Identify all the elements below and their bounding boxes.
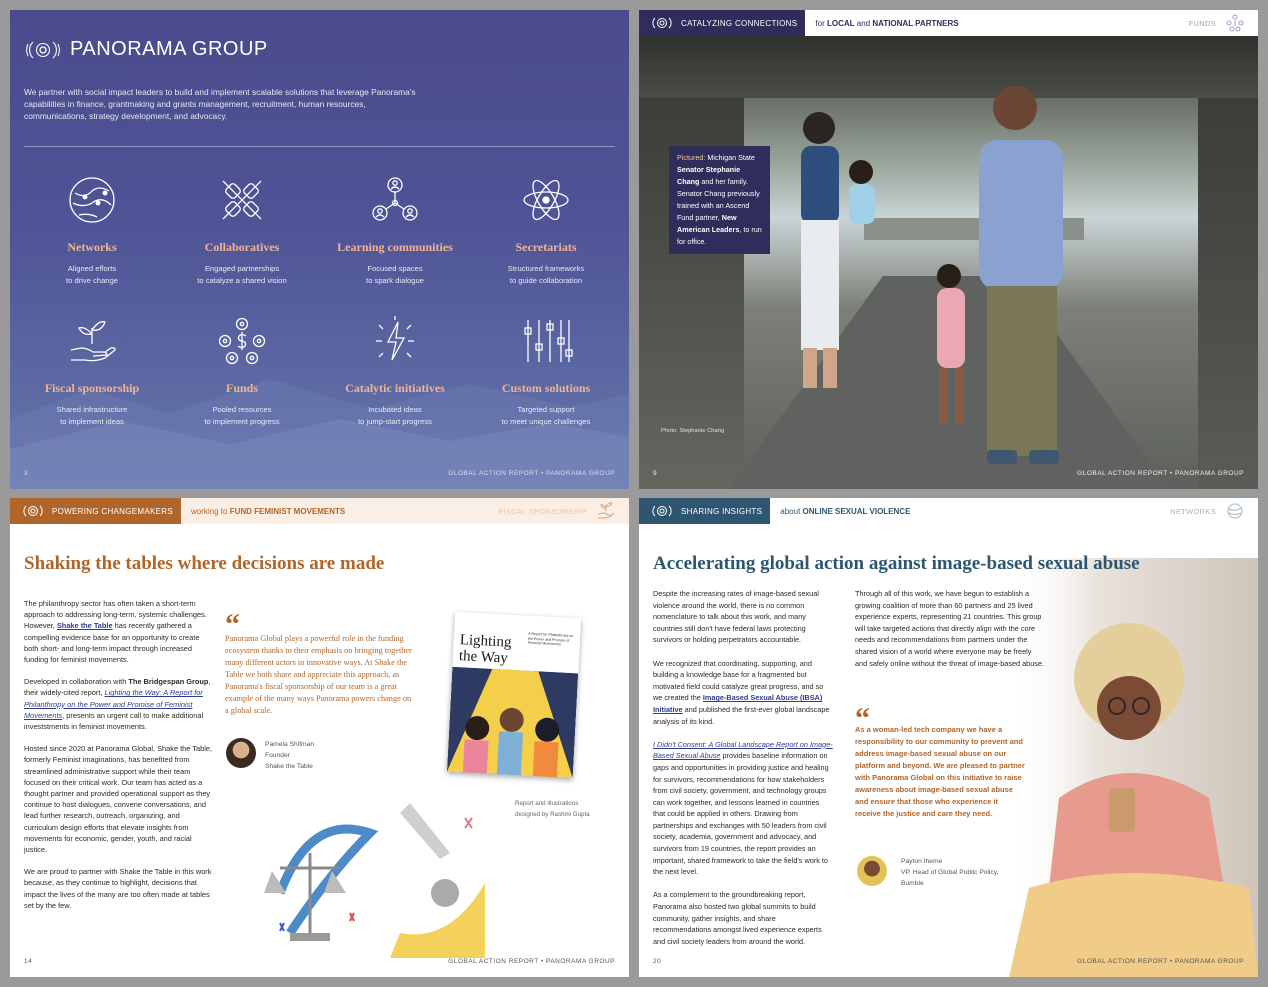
intro-text: We partner with social impact leaders to build and implement scalable solutions that leverage Panorama's capabilities in finance, grantmaking and grants management, recruitment, human resources, communications, strategy development, and advocacy. xyxy=(24,87,416,121)
caption-text: and her family. Senator Chang previously trained with an Ascend Fund partner, xyxy=(677,177,760,222)
tunnel-wall xyxy=(1198,98,1258,489)
caption-text: Michigan State xyxy=(705,153,755,162)
capability-desc: Structured frameworks to guide collaboration xyxy=(507,264,585,285)
cover-subtitle: A Report for Philanthropy on the Power and Promise of Feminist Movements xyxy=(527,631,574,647)
fiscal-sponsorship-page xyxy=(10,498,629,977)
report-caption xyxy=(515,798,590,820)
quote-name: Pamela Shifman xyxy=(265,741,315,748)
atom-icon xyxy=(519,173,573,227)
page-footer xyxy=(653,470,1244,477)
caption-bold: Senator Stephanie Chang xyxy=(677,165,741,186)
category-label: NETWORKS xyxy=(1170,506,1216,516)
footer-text: GLOBAL ACTION REPORT • PANORAMA GROUP xyxy=(1077,470,1244,477)
section-header xyxy=(639,498,1258,524)
page-number: 14 xyxy=(24,958,33,965)
paragraph xyxy=(653,658,833,728)
capability-collaboratives xyxy=(167,173,317,287)
brand-logo xyxy=(24,38,268,61)
body-text-column-2: Through all of this work, we have begun to establish a growing coalition of more than 60 partners and 25 lived experience experts, representing 21 countries. This group will take targeted actions that directly align with the core needs and recommendations from partners under the shared vision of a world where everyone may be freely and safely online without the threat of image-based abuse. xyxy=(855,589,1045,668)
caption-text: , to run for office. xyxy=(677,225,762,246)
quote-mark-icon: “ xyxy=(855,702,870,735)
sub-prefix: for xyxy=(815,18,825,28)
capability-custom-solutions xyxy=(471,314,621,428)
report-cover xyxy=(447,612,581,778)
landscape-report-link[interactable]: I Didn't Consent: A Global Landscape Report on Image-Based Sexual Abuse xyxy=(653,739,833,761)
capability-title: Networks xyxy=(67,240,117,254)
page-number: 20 xyxy=(653,958,662,965)
capability-title: Funds xyxy=(225,381,259,395)
quote-role: Founder xyxy=(265,752,290,759)
capability-desc: Pooled resources to implement progress xyxy=(204,405,280,426)
section-tag-label: SHARING INSIGHTS xyxy=(681,506,763,516)
sub-strong: FUND FEMINIST MOVEMENTS xyxy=(229,506,346,516)
text: has recently gathered a compelling evidence base for an opportunity to create both short- and long-term impact through increased funding for feminist movements. xyxy=(24,621,200,665)
panorama-logo-icon xyxy=(651,16,673,30)
capability-title: Secretariats xyxy=(515,240,577,254)
globe-icon xyxy=(1226,502,1244,520)
page-footer xyxy=(653,958,1244,965)
capability-title: Collaboratives xyxy=(204,240,280,254)
dollar-people-icon xyxy=(1226,14,1244,32)
photo-credit: Photo: Stephanie Chang xyxy=(661,428,725,434)
capability-funds xyxy=(167,314,317,428)
footer-text: GLOBAL ACTION REPORT • PANORAMA GROUP xyxy=(1077,958,1244,965)
capability-catalytic-initiatives xyxy=(320,314,470,428)
quote-org: Bumble xyxy=(901,880,924,887)
quote-org: Shake the Table xyxy=(265,763,313,770)
text: and published the first-ever global landscape analysis of its kind. xyxy=(653,704,830,726)
section-subtitle xyxy=(181,498,629,524)
section-header xyxy=(639,10,1258,36)
sub-prefix: about xyxy=(780,506,801,516)
section-header xyxy=(10,498,629,524)
sub-strong: LOCAL xyxy=(826,18,855,28)
photo-caption xyxy=(669,146,770,254)
capability-desc: Shared infrastructure to implement ideas xyxy=(56,405,128,426)
panorama-logo-icon xyxy=(24,39,62,61)
avatar xyxy=(226,738,256,768)
section-subtitle xyxy=(805,10,1258,36)
caption-bold: New American Leaders xyxy=(677,213,740,234)
ibsa-initiative-link[interactable]: Image-Based Sexual Abuse (IBSA) Initiative xyxy=(653,693,823,714)
dollar-people-icon xyxy=(215,314,269,368)
capability-desc: Incubated ideas to jump-start progress xyxy=(358,405,432,426)
funds-page xyxy=(639,10,1258,489)
footer-text: GLOBAL ACTION REPORT • PANORAMA GROUP xyxy=(448,958,615,965)
section-subtitle xyxy=(770,498,1258,524)
avatar xyxy=(857,856,887,886)
section-tag xyxy=(10,498,181,524)
brand-name: PANORAMA GROUP xyxy=(70,38,268,60)
capability-title: Catalytic initiatives xyxy=(345,381,445,395)
globe-icon xyxy=(65,173,119,227)
hand-plant-icon xyxy=(597,502,615,520)
paragraph: We are proud to partner with Shake the Table in this work because, as they continue to highlight, decisions that impact the lives of the many are too often made at tables set by the few. xyxy=(24,867,212,910)
capability-desc: Aligned efforts to drive change xyxy=(66,264,118,285)
paragraph xyxy=(24,676,214,732)
text: We recognized that coordinating, supporting, and building a knowledge base for a fragmented but motivated field could catalyze great progress, and so we created the xyxy=(653,658,824,703)
footer-text: GLOBAL ACTION REPORT • PANORAMA GROUP xyxy=(448,470,615,477)
sliders-icon xyxy=(519,314,573,368)
paragraph: Hosted since 2020 at Panorama Global, Shake the Table, formerly Feminist imaginations, has benefited from streamlined administrative support while their team focused on their critical work. Our team has acted as a thought partner and provided operational support as they continue to host dialogues, convene conversations, and lead further research, outreach, organizing, and curriculum design efforts that elevate insights from movements for economic, gender, youth, and racial justice. xyxy=(24,744,213,855)
body-text xyxy=(24,598,214,922)
family-photo xyxy=(639,36,1258,489)
text: provides baseline information on gaps and opportunities in providing justice and healing for survivors, recommendations for how stakeholders from civil society, government, and technology groups can work together, and lessons learned in countries that could be applied in others. Drawing from partnerships and exchanges with 50 leaders from civil society, academia, government and advocacy, and survivors from 19 countries, the report provides an important, shared framework to take the field's work to the next level. xyxy=(653,751,829,877)
section-tag-label: CATALYZING CONNECTIONS xyxy=(681,18,798,28)
capability-learning-communities xyxy=(320,173,470,287)
quote-name: Payton Iheme xyxy=(901,858,943,865)
divider xyxy=(24,146,615,147)
page-number: 9 xyxy=(653,470,658,477)
paragraph: Despite the increasing rates of image-based sexual violence around the world, there is no common nomenclature to talk about this work, and many countries still don't have federal laws protecting survivors or holding perpetrators accountable. xyxy=(653,589,819,645)
paragraph: As a complement to the groundbreaking report, Panorama also hosted two global summits to build community, gather insights, and share recommendations amongst lived experience experts and civil society leaders from around the world. xyxy=(653,890,822,946)
caption-lead: Pictured: xyxy=(677,153,706,162)
text: The philanthropy sector has often taken a short-term approach to addressing long-term, systemic challenges. However, xyxy=(24,599,207,631)
pull-quote: Panorama Global plays a powerful role in the funding ecosystem thanks to their emphasis on bringing together many different actors in innovative ways. At Shake the Table we both share and appreciate this approach, as Panorama's fiscal sponsorship of our team is a great example of the many ways Panorama powers change on a global scale. xyxy=(225,634,412,715)
capability-title: Fiscal sponsorship xyxy=(44,381,140,395)
capability-desc: Targeted support to meet unique challenges xyxy=(501,405,591,426)
caption-line: designed by Rashmi Gupta xyxy=(515,811,590,818)
quote-attribution xyxy=(265,739,314,772)
page-title: Accelerating global action against image-based sexual abuse xyxy=(653,553,1140,574)
paragraph xyxy=(653,739,833,878)
report-link[interactable]: Lighting the Way: A Report for Philanthropy on the Power and Promise of Feminist Movements xyxy=(24,688,203,720)
caption-line: Report and illustrations xyxy=(515,800,579,807)
paragraph xyxy=(24,598,214,665)
capability-networks xyxy=(17,173,167,287)
lightning-icon xyxy=(368,314,422,368)
capability-desc: Engaged partnerships to catalyze a shared vision xyxy=(197,264,287,285)
quote-role: VP, Head of Global Public Policy, xyxy=(901,869,999,876)
knot-icon xyxy=(215,173,269,227)
section-tag xyxy=(639,498,770,524)
capability-title: Custom solutions xyxy=(501,381,591,395)
networks-page xyxy=(639,498,1258,977)
text: Developed in collaboration with xyxy=(24,677,129,687)
quote-attribution xyxy=(901,856,999,889)
capability-secretariats xyxy=(471,173,621,287)
family-figures xyxy=(789,80,1089,489)
text: , their widely-cited report, xyxy=(24,677,211,698)
text-bold: The Bridgespan Group xyxy=(128,677,209,687)
section-tag-label: POWERING CHANGEMAKERS xyxy=(52,506,173,516)
section-tag xyxy=(639,10,805,36)
page-number: 3 xyxy=(24,470,29,477)
panorama-logo-icon xyxy=(651,504,673,518)
pull-quote: As a woman-led tech company we have a responsibility to our community to prevent and address image-based sexual abuse on our platform and beyond. We are pleased to partner with Panorama Global on this initiative to raise awareness about image-based sexual abuse and ensure that those who experience it receive the justice and care they need. xyxy=(855,725,1025,818)
cover-title: Lighting the Way xyxy=(458,632,512,667)
page-footer xyxy=(24,958,615,965)
sub-prefix: working to xyxy=(190,506,228,516)
page-footer xyxy=(24,470,615,477)
text: , presents an urgent call to make additional investstments in feminist movements. xyxy=(24,710,204,732)
cover-illustration xyxy=(447,667,578,778)
sub-strong: ONLINE SEXUAL VIOLENCE xyxy=(802,506,911,516)
category-label: FUNDS xyxy=(1188,18,1216,28)
capabilities-page xyxy=(10,10,629,489)
sub-strong: NATIONAL PARTNERS xyxy=(872,18,959,28)
body-text-column-1 xyxy=(653,588,833,959)
category-label: FISCAL SPONSORSHIP xyxy=(498,506,587,516)
hand-plant-icon xyxy=(65,314,119,368)
quote-mark-icon: “ xyxy=(225,608,240,641)
panorama-logo-icon xyxy=(22,504,44,518)
capability-desc: Focused spaces to spark dialogue xyxy=(366,264,424,285)
woman-phone-photo xyxy=(1009,558,1258,977)
sub-mid: and xyxy=(856,18,871,28)
capability-title: Learning communities xyxy=(337,240,453,254)
capability-fiscal-sponsorship xyxy=(17,314,167,428)
shake-the-table-link[interactable]: Shake the Table xyxy=(56,621,113,631)
collage-illustration xyxy=(250,793,490,958)
page-title: Shaking the tables where decisions are made xyxy=(24,553,385,574)
people-network-icon xyxy=(368,173,422,227)
